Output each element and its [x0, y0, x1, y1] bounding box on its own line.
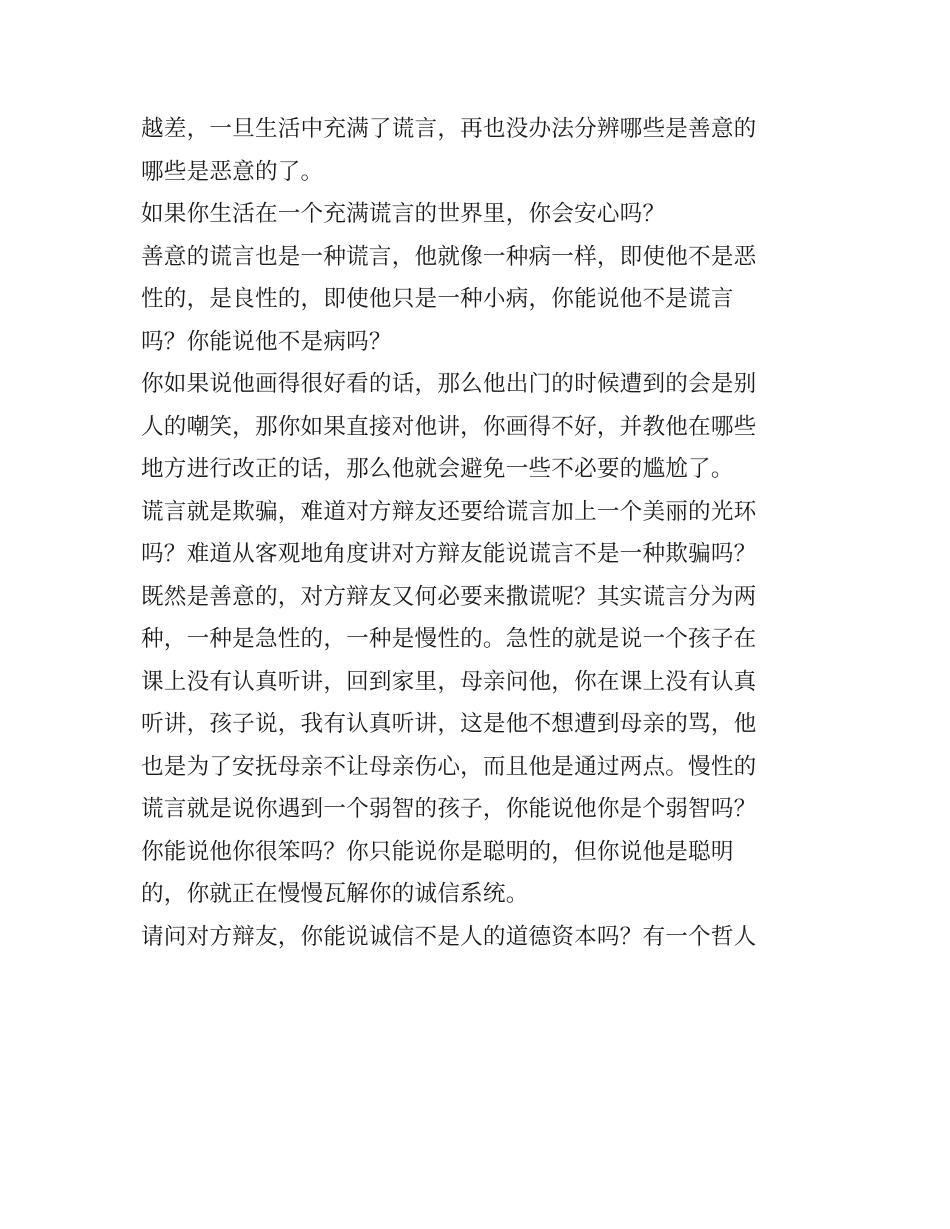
text-line: 吗？难道从客观地角度讲对方辩友能说谎言不是一种欺骗吗？ [141, 541, 757, 567]
text-line: 也是为了安抚母亲不让母亲伤心，而且他是通过两点。慢性的 [141, 753, 757, 780]
text-line: 听讲，孩子说，我有认真听讲，这是他不想遭到母亲的骂，他 [141, 711, 757, 737]
text-line: 种，一种是急性的，一种是慢性的。急性的就是说一个孩子在 [141, 626, 757, 652]
text-line: 请问对方辩友，你能说诚信不是人的道德资本吗？有一个哲人 [141, 923, 757, 950]
text-line: 你能说他你很笨吗？你只能说你是聪明的，但你说他是聪明 [141, 838, 734, 865]
text-line: 如果你生活在一个充满谎言的世界里，你会安心吗？ [141, 201, 666, 227]
text-line: 谎言就是说你遇到一个弱智的孩子，你能说他你是个弱智吗？ [141, 796, 757, 822]
document-body [141, 108, 813, 958]
text-line: 既然是善意的，对方辩友又何必要来撒谎呢？其实谎言分为两 [141, 583, 757, 610]
text-line: 人的嘲笑，那你如果直接对他讲，你画得不好，并教他在哪些 [141, 413, 757, 440]
text-line: 性的，是良性的，即使他只是一种小病，你能说他不是谎言 [141, 286, 734, 312]
text-line: 你如果说他画得很好看的话，那么他出门的时候遭到的会是别 [141, 371, 757, 397]
text-line: 哪些是恶意的了。 [141, 158, 324, 185]
text-line: 课上没有认真听讲，回到家里，母亲问他，你在课上没有认真 [141, 668, 757, 695]
text-line: 吗？你能说他不是病吗？ [141, 328, 392, 355]
text-line: 的，你就正在慢慢瓦解你的诚信系统。 [141, 881, 529, 907]
text-line: 地方进行改正的话，那么他就会避免一些不必要的尴尬了。 [141, 456, 734, 482]
text-line: 谎言就是欺骗，难道对方辩友还要给谎言加上一个美丽的光环 [141, 498, 757, 525]
text-line: 越差，一旦生活中充满了谎言，再也没办法分辨哪些是善意的 [141, 116, 757, 142]
text-line: 善意的谎言也是一种谎言，他就像一种病一样，即使他不是恶 [141, 243, 757, 270]
